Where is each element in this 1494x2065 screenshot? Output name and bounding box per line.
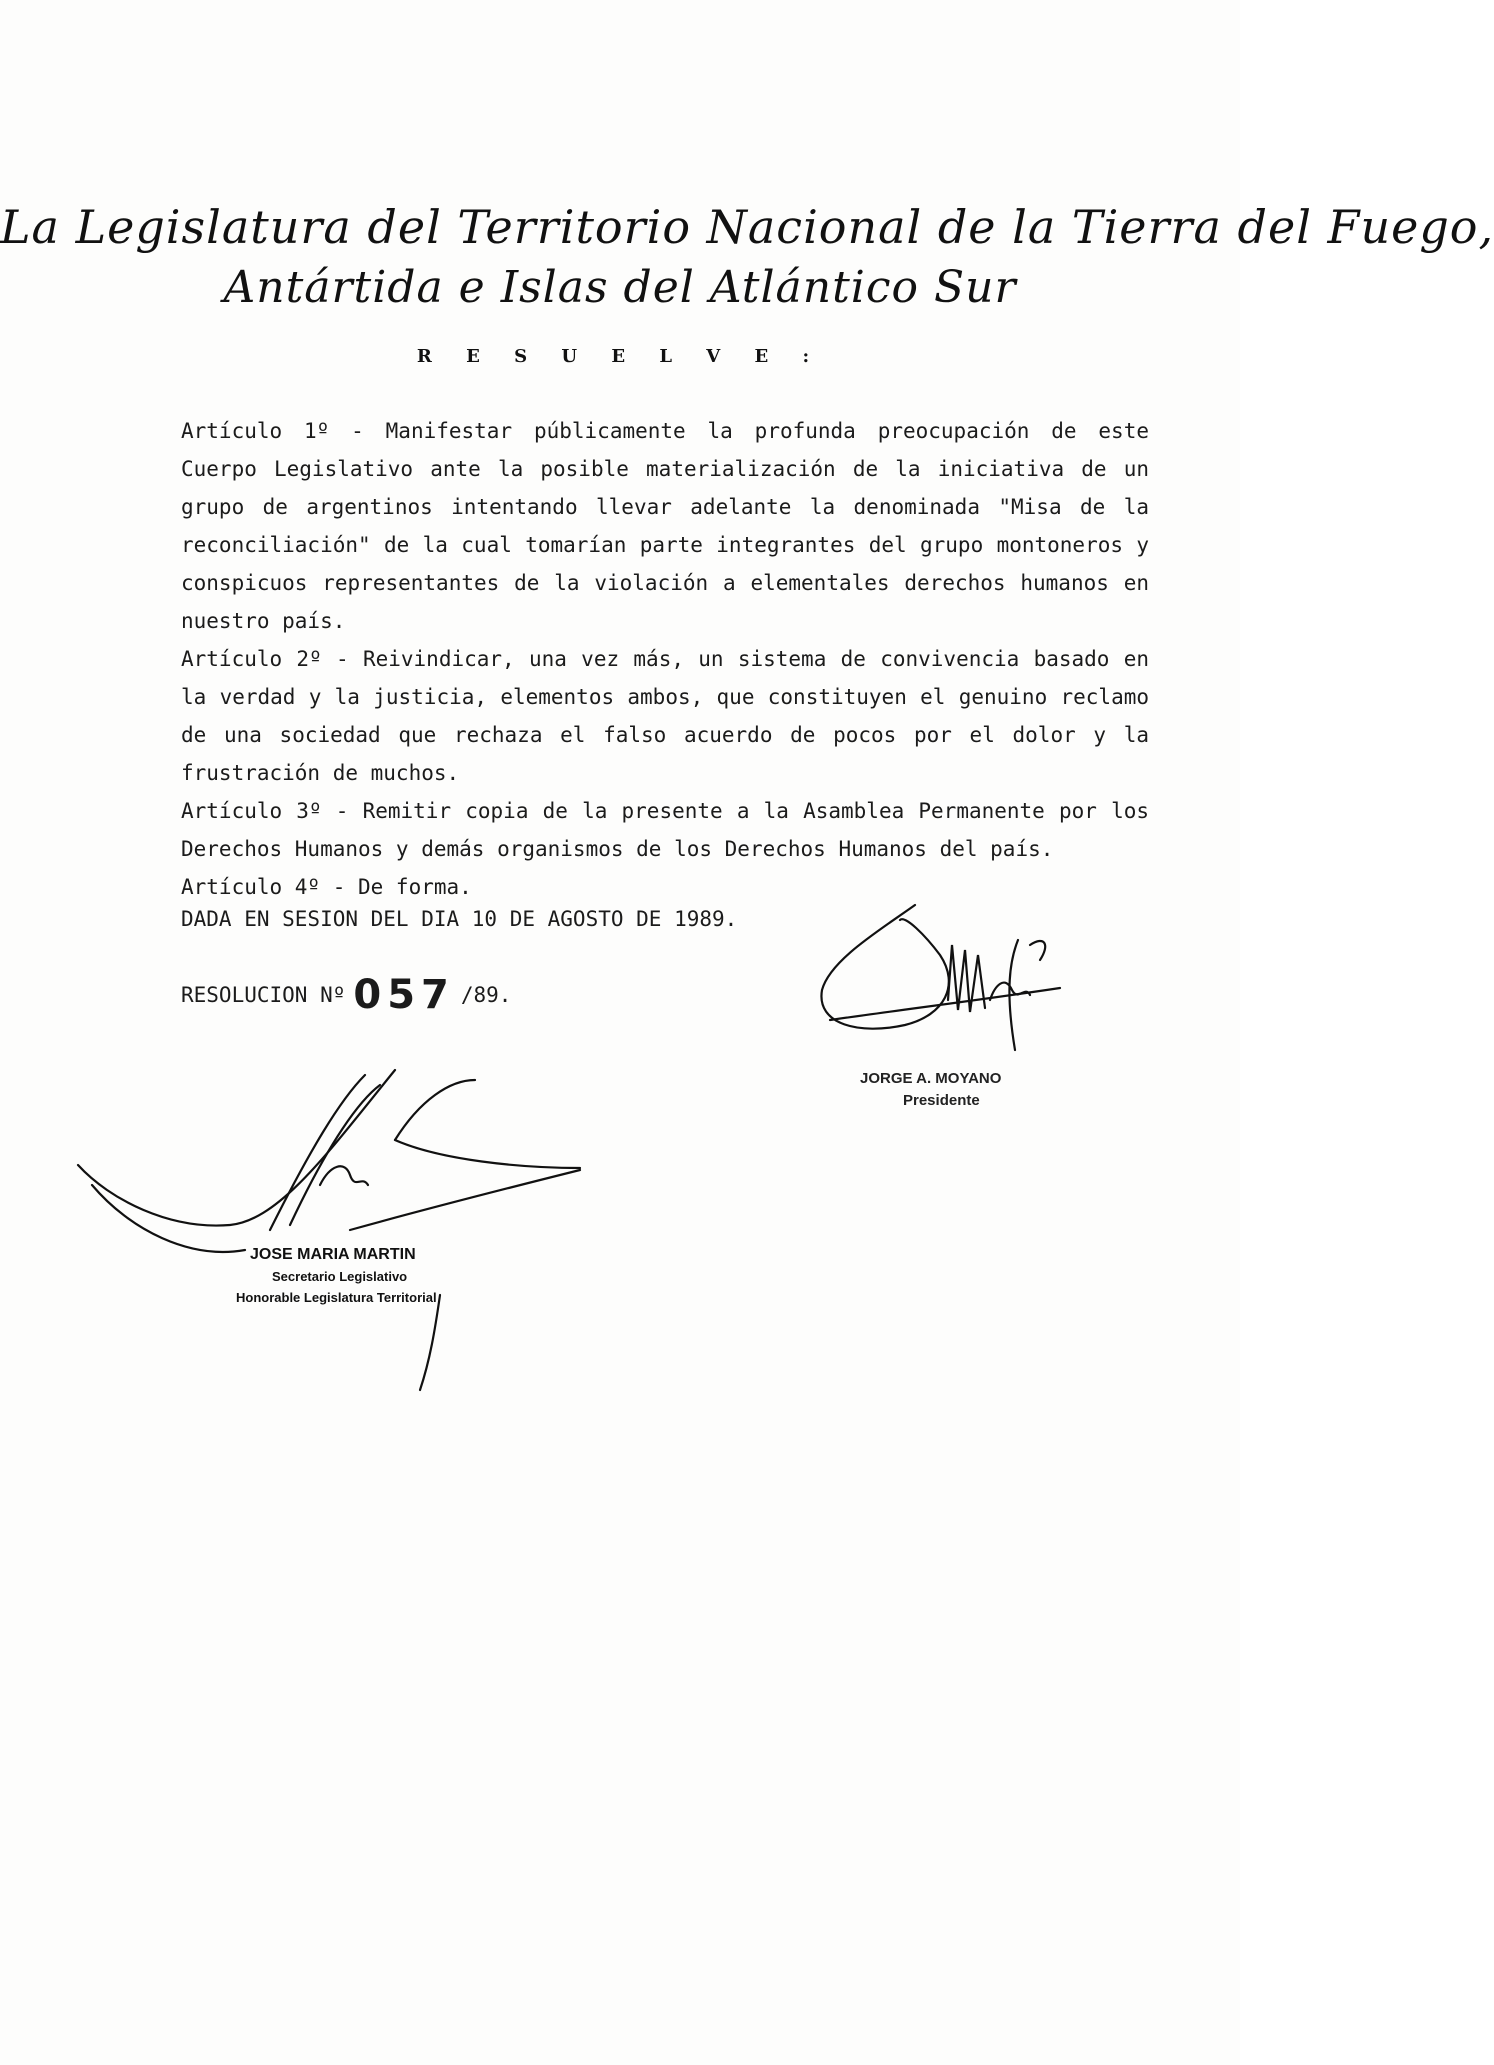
president-title: Presidente bbox=[903, 1092, 980, 1109]
article-2 bbox=[181, 640, 1149, 792]
article-text: - Remitir copia de la presente a la Asamblea Permanente por los Derechos Humanos y demás organismos de los Derechos Humanos del país. bbox=[181, 799, 1150, 861]
president-signature bbox=[821, 905, 1060, 1050]
article-text: - Reivindicar, una vez más, un sistema de convivencia basado en la verdad y la justicia, elementos ambos, que constituyen el genuino reclamo de una sociedad que rechaza el falso acuerdo de pocos por el dolor y la frustración de muchos. bbox=[181, 647, 1150, 785]
article-text: - De forma. bbox=[320, 875, 472, 899]
article-text: - Manifestar públicamente la profunda preocupación de este Cuerpo Legislativo ante la posible materialización de la iniciativa de un grupo de argentinos intentando llevar adelante la denominada "Misa de la reconciliación" de la cual tomarían parte integrantes del grupo montoneros y conspicuos representantes de la violación a elementales derechos humanos en nuestro país. bbox=[181, 419, 1149, 633]
secretary-name: JOSE MARIA MARTIN bbox=[250, 1246, 416, 1263]
resolution-suffix: /89. bbox=[460, 983, 512, 1007]
secretary-organization: Honorable Legislatura Territorial bbox=[236, 1290, 437, 1305]
articles-body bbox=[181, 412, 1149, 906]
president-name: JORGE A. MOYANO bbox=[860, 1070, 1002, 1087]
article-3 bbox=[181, 792, 1149, 868]
header-territory-line: Antártida e Islas del Atlántico Sur bbox=[223, 262, 1017, 313]
article-label: Artículo 1º bbox=[181, 419, 330, 443]
article-label: Artículo 4º bbox=[181, 875, 321, 899]
resolution-prefix: RESOLUCION Nº bbox=[181, 983, 346, 1007]
article-1 bbox=[181, 412, 1149, 640]
article-label: Artículo 2º bbox=[181, 647, 322, 671]
resuelve-heading: R E S U E L V E : bbox=[416, 346, 824, 367]
secretary-title: Secretario Legislativo bbox=[272, 1269, 408, 1284]
resolution-number-line bbox=[181, 972, 511, 1018]
article-4 bbox=[181, 868, 1149, 906]
session-date-line: DADA EN SESION DEL DIA 10 DE AGOSTO DE 1989. bbox=[181, 907, 738, 931]
resolution-number: 057 bbox=[353, 972, 455, 1018]
article-label: Artículo 3º bbox=[181, 799, 322, 823]
secretary-signature bbox=[78, 1070, 580, 1390]
header-legislature-line: La Legislatura del Territorio Nacional de la Tierra del Fuego, bbox=[0, 200, 1494, 254]
